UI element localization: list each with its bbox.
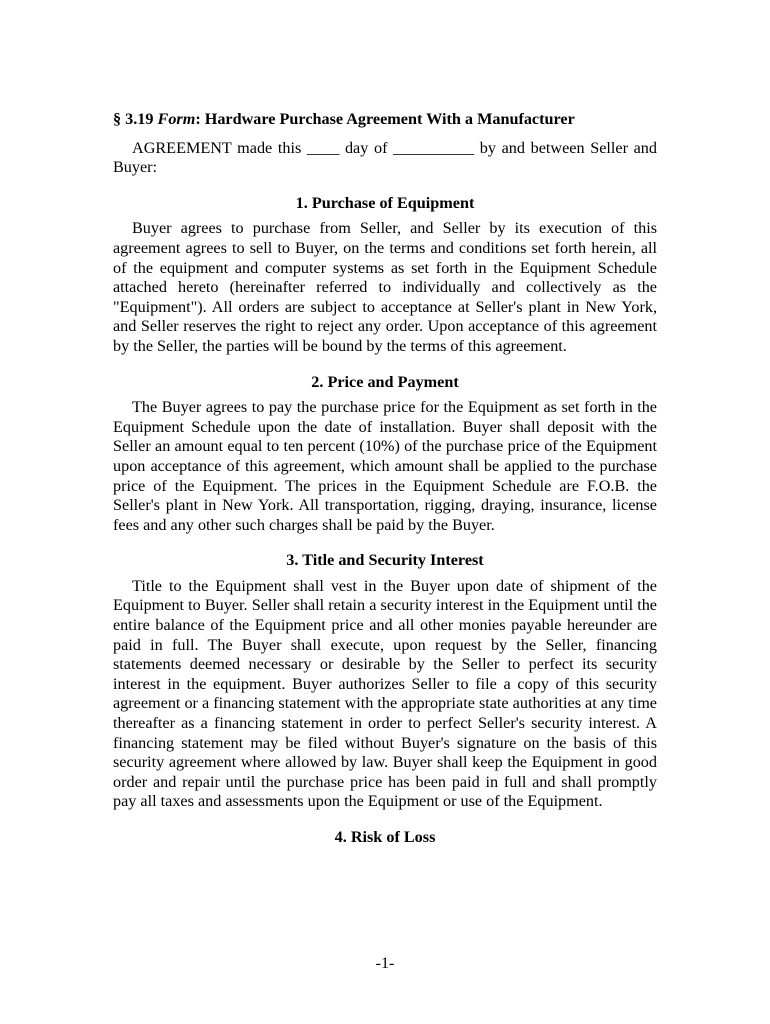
section-heading-price: 2. Price and Payment <box>311 372 459 391</box>
intro-paragraph: AGREEMENT made this ____ day of __________ by and between Seller and Buyer: <box>113 138 657 177</box>
title-text: : Hardware Purchase Agreement With a Manufacturer <box>195 110 575 128</box>
document-page <box>113 110 657 854</box>
section-heading-purchase: 1. Purchase of Equipment <box>295 193 475 212</box>
section-body-purchase: Buyer agrees to purchase from Seller, and Seller by its execution of this agreement agrees to sell to Buyer, on the terms and conditions set forth herein, all of the equipment and computer systems as set forth in the Equipment Schedule attached hereto (hereinafter referred to individually and collectively as the "Equipment"). All orders are subject to acceptance at Seller's plant in New York, and Seller reserves the right to reject any order. Upon acceptance of this agreement by the Seller, the parties will be bound by the terms of this agreement. <box>113 219 657 355</box>
document-title <box>113 110 657 130</box>
title-section-number: § 3.19 <box>113 110 158 128</box>
title-form-label: Form <box>157 110 196 128</box>
section-body-title-security: Title to the Equipment shall vest in the Buyer upon date of shipment of the Equipment to Buyer. Seller shall retain a security interest in the Equipment until the entire balance of the Equipment price and all other monies payable hereunder are paid in full. The Buyer shall execute, upon request by the Seller, financing statements deemed necessary or desirable by the Seller to perfect its security interest in the equipment. Buyer authorizes Seller to file a copy of this security agreement or a financing statement with the appropriate state authorities at any time thereafter as a financing statement in order to perfect Seller's security interest. A financing statement may be filed without Buyer's signature on the basis of this security agreement where allowed by law. Buyer shall keep the Equipment in good order and repair until the purchase price has been paid in full and shall promptly pay all taxes and assessments upon the Equipment or use of the Equipment. <box>113 576 657 811</box>
section-heading-title-security: 3. Title and Security Interest <box>286 551 484 570</box>
section-heading-risk-of-loss: 4. Risk of Loss <box>334 828 436 846</box>
page-number: -1- <box>375 955 395 972</box>
section-body-price: The Buyer agrees to pay the purchase price for the Equipment as set forth in the Equipment Schedule upon the date of installation. Buyer shall deposit with the Seller an amount equal to ten percent (10%) of the purchase price of the Equipment upon acceptance of this agreement, which amount shall be applied to the purchase price of the Equipment. The prices in the Equipment Schedule are F.O.B. the Seller's plant in New York. All transportation, rigging, draying, insurance, license fees and any other such charges shall be paid by the Buyer. <box>113 398 657 534</box>
